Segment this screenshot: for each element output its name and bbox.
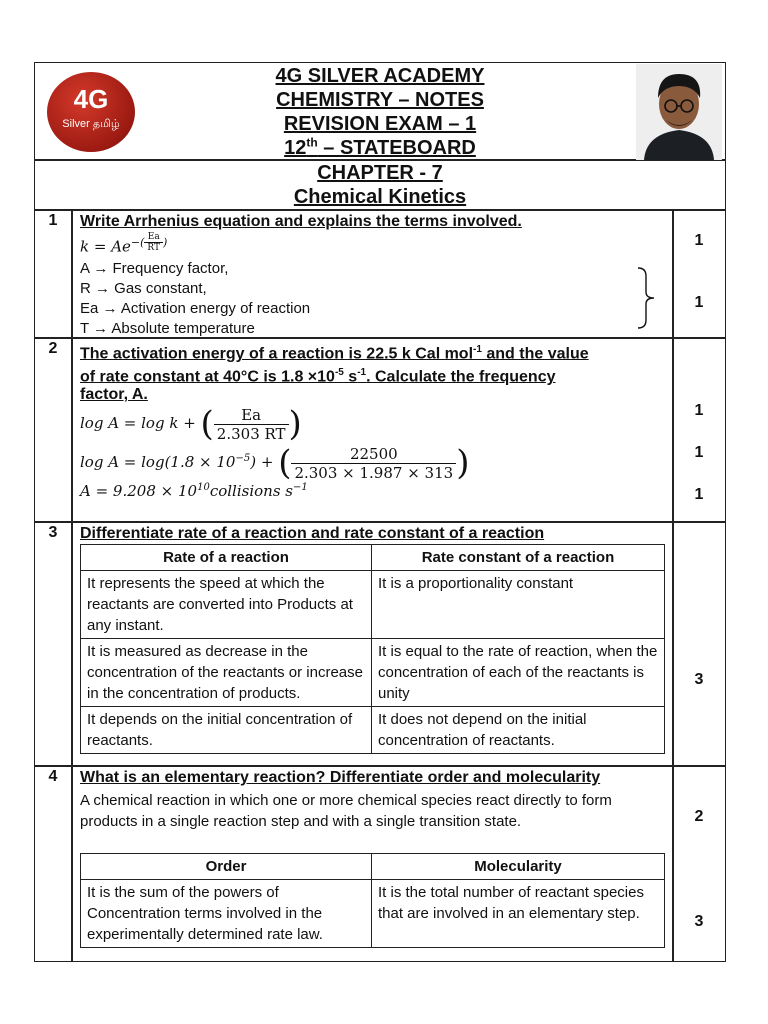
teacher-photo	[636, 64, 722, 160]
grade-suffix: th	[306, 135, 318, 150]
marks-value: 2	[694, 808, 704, 825]
table-cell: It is the sum of the powers of Concentration terms involved in the experimentally determined rate law.	[81, 880, 372, 948]
marks-value: 3	[694, 671, 704, 688]
column-header: Molecularity	[372, 854, 665, 880]
table-row	[81, 571, 665, 639]
table-cell: It does not depend on the initial concentration of reactants.	[372, 707, 665, 754]
question-number: 4	[48, 768, 58, 785]
term-definition: T → Absolute temperature	[80, 320, 255, 337]
question-text: Write Arrhenius equation and explains the terms involved.	[80, 213, 522, 230]
logo-text: 4G	[73, 84, 109, 114]
answer-text: A chemical reaction in which one or more chemical species react directly to form products in a single reaction step and with a single transition state.	[80, 792, 612, 830]
superscript: 10	[197, 482, 210, 493]
equation-lhs: log A = log k +	[80, 414, 201, 432]
log-equation-1: log A = log k + ( $\frac{Ea}{2.303 RT}$ )	[80, 404, 302, 444]
marks-value: 1	[694, 294, 704, 311]
comparison-table	[80, 544, 665, 754]
equation-unit: collisions s	[209, 482, 293, 500]
table-cell: It is a proportionality constant	[372, 571, 665, 639]
equation-lhs: k = Ae	[80, 237, 131, 256]
marks-value: 1	[694, 402, 704, 419]
superscript: -1	[473, 344, 482, 355]
board-name: – STATEBOARD	[317, 137, 476, 159]
table-cell: It represents the speed at which the reactants are converted into Products at any instant.	[81, 571, 372, 639]
column-header: Rate constant of a reaction	[372, 545, 665, 571]
academy-logo	[47, 72, 135, 152]
table-cell: It is the total number of reactant species that are involved in an elementary step.	[372, 880, 665, 948]
table-row	[81, 639, 665, 707]
result-equation	[80, 482, 308, 500]
question-line: s	[343, 368, 358, 386]
superscript: −1	[293, 482, 308, 493]
exponent-denominator: RT	[147, 243, 161, 253]
table-header-row	[81, 854, 665, 880]
column-header: Order	[81, 854, 372, 880]
question-text: Differentiate rate of a reaction and rate constant of a reaction	[80, 525, 545, 542]
fraction-denominator: 2.303 × 1.987 × 313	[294, 463, 454, 482]
term-definition: A → Frequency factor,	[80, 260, 229, 277]
question-line: The activation energy of a reaction is 22.5 k Cal mol	[80, 345, 474, 363]
question-line: . Calculate the frequency	[366, 368, 556, 386]
table-cell: It is measured as decrease in the concentration of the reactants or increase in the concentration of products.	[81, 639, 372, 707]
academy-name: 4G SILVER ACADEMY	[275, 65, 485, 87]
question-text: factor, A.	[80, 386, 148, 403]
superscript: -1	[357, 367, 367, 378]
marks-value: 1	[694, 232, 704, 249]
exam-title: REVISION EXAM – 1	[283, 113, 477, 135]
equation-mid: ) +	[250, 453, 279, 471]
marks-value: 1	[694, 444, 704, 461]
table-header-row	[81, 545, 665, 571]
column-header: Rate of a reaction	[81, 545, 372, 571]
question-number: 2	[48, 340, 58, 357]
curly-brace-icon	[636, 266, 660, 330]
superscript: -5	[334, 367, 344, 378]
exponent-numerator: Ea	[144, 232, 163, 243]
marks-value: 3	[694, 913, 704, 930]
column-divider	[71, 209, 73, 962]
table-row	[81, 880, 665, 948]
table-cell: It depends on the initial concentration of reactants.	[81, 707, 372, 754]
question-line: and the value	[481, 345, 589, 363]
table-cell: It is equal to the rate of reaction, when the concentration of each of the reactants is unity	[372, 639, 665, 707]
question-number: 1	[48, 212, 58, 229]
fraction-denominator: 2.303 RT	[216, 424, 286, 443]
log-equation-2: $\log A = \log(1.8 \times 10^{-5})$ + ( $\frac{22500}{2.303 \times 1.987 \times 313}$ )	[80, 443, 470, 483]
chapter-title: Chemical Kinetics	[293, 186, 467, 208]
term-definition: Ea → Activation energy of reaction	[80, 300, 311, 317]
notes-title: CHEMISTRY – NOTES	[276, 89, 484, 111]
superscript: −5	[235, 453, 251, 464]
logo-subtext: Silver தமிழ்	[62, 118, 120, 130]
term-definition: R → Gas constant,	[80, 280, 207, 297]
arrhenius-equation: $k = Ae^{-( \frac{Ea}{RT} )}$	[80, 232, 168, 256]
question-line: of rate constant at 40°C is 1.8 ×10	[80, 368, 335, 386]
equation-lhs: log A = log(1.8 × 10	[80, 453, 236, 471]
comparison-table	[80, 853, 665, 948]
question-text: What is an elementary reaction? Differentiate order and molecularity	[80, 769, 601, 786]
table-row	[81, 707, 665, 754]
chapter-number: CHAPTER - 7	[317, 162, 443, 184]
equation-lhs: A = 9.208 × 10	[80, 482, 198, 500]
board-title	[200, 136, 560, 160]
question-text	[80, 362, 556, 388]
grade-number: 12	[284, 137, 307, 159]
column-divider	[672, 209, 674, 962]
question-number: 3	[48, 524, 58, 541]
fraction-numerator: Ea	[214, 406, 289, 425]
marks-value: 1	[694, 486, 704, 503]
fraction-numerator: 22500	[291, 445, 456, 464]
